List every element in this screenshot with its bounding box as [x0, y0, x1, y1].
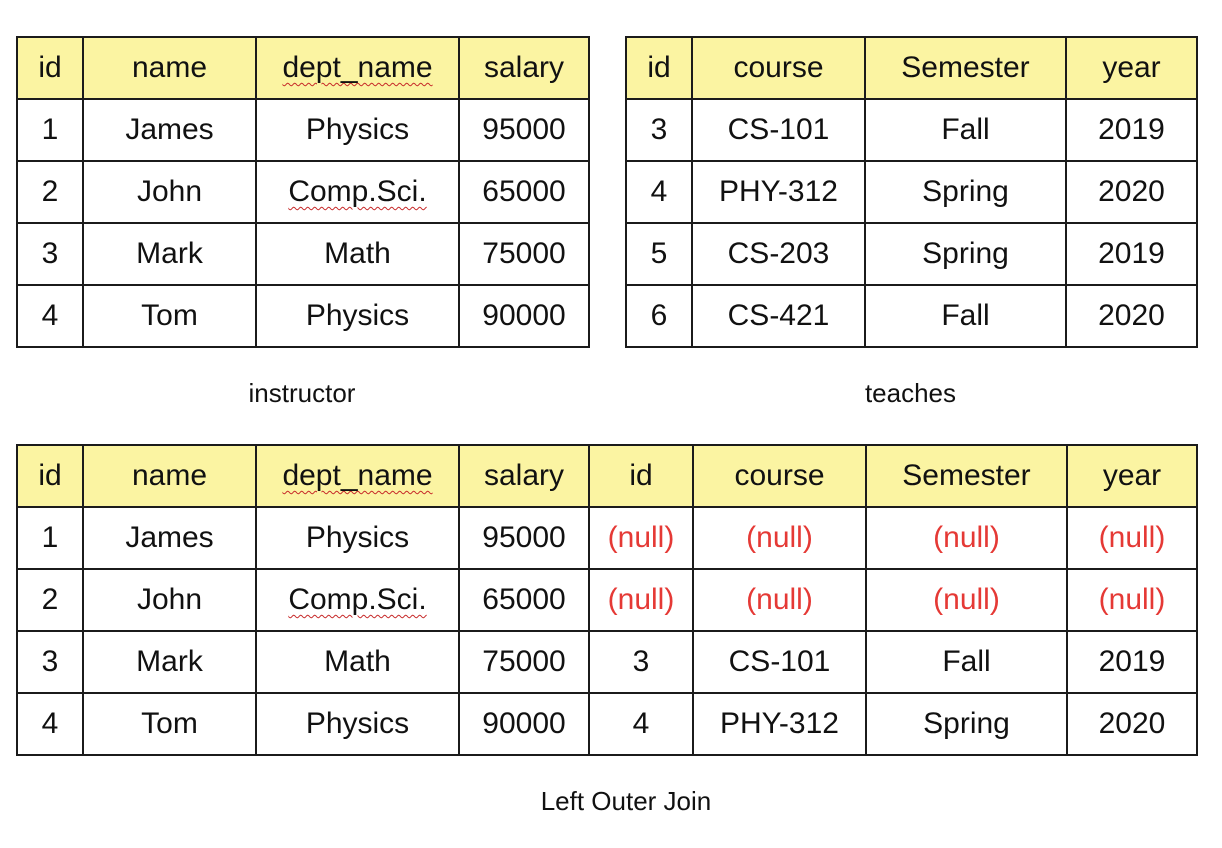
header-cell [256, 445, 459, 507]
table-cell: Mark [83, 223, 256, 285]
header-cell: id [626, 37, 692, 99]
table-cell: Physics [256, 693, 459, 755]
table-cell: 3 [626, 99, 692, 161]
header-cell: salary [459, 37, 589, 99]
table-cell: 4 [626, 161, 692, 223]
header-cell: Semester [866, 445, 1067, 507]
table-cell: Math [256, 223, 459, 285]
instructor-caption: instructor [248, 378, 356, 408]
table-cell: 90000 [459, 693, 589, 755]
table-cell: 4 [17, 693, 83, 755]
table-cell: CS-203 [692, 223, 865, 285]
table-cell [256, 161, 459, 223]
table-cell: 65000 [459, 569, 589, 631]
table-cell: CS-421 [692, 285, 865, 347]
header-cell [256, 37, 459, 99]
table-cell: 6 [626, 285, 692, 347]
table-cell: 75000 [459, 631, 589, 693]
table-cell: 2 [17, 161, 83, 223]
null-cell: (null) [693, 507, 866, 569]
header-cell: name [83, 37, 256, 99]
table-cell: 2019 [1066, 223, 1197, 285]
cell-text: Comp.Sci. [288, 583, 427, 616]
table-cell: Physics [256, 507, 459, 569]
table-cell: 75000 [459, 223, 589, 285]
table-cell: 65000 [459, 161, 589, 223]
table-cell: Tom [83, 693, 256, 755]
header-cell: course [692, 37, 865, 99]
table-cell: 2020 [1066, 161, 1197, 223]
table-row [626, 285, 1197, 347]
table-cell: James [83, 99, 256, 161]
table-cell: PHY-312 [692, 161, 865, 223]
table-cell: 4 [17, 285, 83, 347]
table-cell: 2019 [1066, 99, 1197, 161]
join-caption: Left Outer Join [540, 786, 712, 816]
null-cell: (null) [1067, 569, 1197, 631]
header-cell: course [693, 445, 866, 507]
header-row [17, 445, 1197, 507]
table-cell: Tom [83, 285, 256, 347]
table-row [17, 161, 589, 223]
table-row [626, 99, 1197, 161]
table-cell: 4 [589, 693, 693, 755]
table-cell: 95000 [459, 99, 589, 161]
header-text: dept_name [282, 51, 433, 84]
table-cell: 2020 [1067, 693, 1197, 755]
table-row [17, 223, 589, 285]
table-row [17, 285, 589, 347]
table-cell: 3 [589, 631, 693, 693]
header-cell: id [17, 37, 83, 99]
table-cell: 2019 [1067, 631, 1197, 693]
table-cell: Fall [865, 99, 1066, 161]
table-cell: CS-101 [693, 631, 866, 693]
table-row [17, 693, 1197, 755]
table-cell: Fall [866, 631, 1067, 693]
header-row [17, 37, 589, 99]
table-row [17, 507, 1197, 569]
table-cell: John [83, 569, 256, 631]
header-cell: id [17, 445, 83, 507]
table-row [626, 223, 1197, 285]
table-cell: Spring [866, 693, 1067, 755]
table-cell: Physics [256, 99, 459, 161]
teaches-caption: teaches [864, 378, 957, 408]
table-cell: Fall [865, 285, 1066, 347]
table-cell: 2 [17, 569, 83, 631]
header-cell: year [1066, 37, 1197, 99]
table-cell: 90000 [459, 285, 589, 347]
table-cell: 95000 [459, 507, 589, 569]
table-cell: 2020 [1066, 285, 1197, 347]
left-outer-join-table [16, 444, 1198, 756]
table-row [17, 631, 1197, 693]
header-text: dept_name [282, 459, 433, 492]
table-cell: James [83, 507, 256, 569]
table-cell: PHY-312 [693, 693, 866, 755]
instructor-table [16, 36, 590, 348]
header-row [626, 37, 1197, 99]
table-cell: 3 [17, 223, 83, 285]
table-cell: Math [256, 631, 459, 693]
header-cell: salary [459, 445, 589, 507]
table-cell: 3 [17, 631, 83, 693]
table-cell [256, 569, 459, 631]
null-cell: (null) [589, 569, 693, 631]
header-cell: year [1067, 445, 1197, 507]
table-cell: CS-101 [692, 99, 865, 161]
table-cell: 1 [17, 507, 83, 569]
cell-text: Comp.Sci. [288, 175, 427, 208]
null-cell: (null) [866, 569, 1067, 631]
teaches-table [625, 36, 1198, 348]
table-row [17, 569, 1197, 631]
table-cell: Spring [865, 223, 1066, 285]
table-row [626, 161, 1197, 223]
null-cell: (null) [589, 507, 693, 569]
table-cell: 5 [626, 223, 692, 285]
table-cell: Spring [865, 161, 1066, 223]
table-cell: 1 [17, 99, 83, 161]
header-cell: name [83, 445, 256, 507]
table-cell: Mark [83, 631, 256, 693]
header-cell: Semester [865, 37, 1066, 99]
null-cell: (null) [866, 507, 1067, 569]
null-cell: (null) [1067, 507, 1197, 569]
header-cell: id [589, 445, 693, 507]
table-row [17, 99, 589, 161]
table-cell: John [83, 161, 256, 223]
table-cell: Physics [256, 285, 459, 347]
null-cell: (null) [693, 569, 866, 631]
